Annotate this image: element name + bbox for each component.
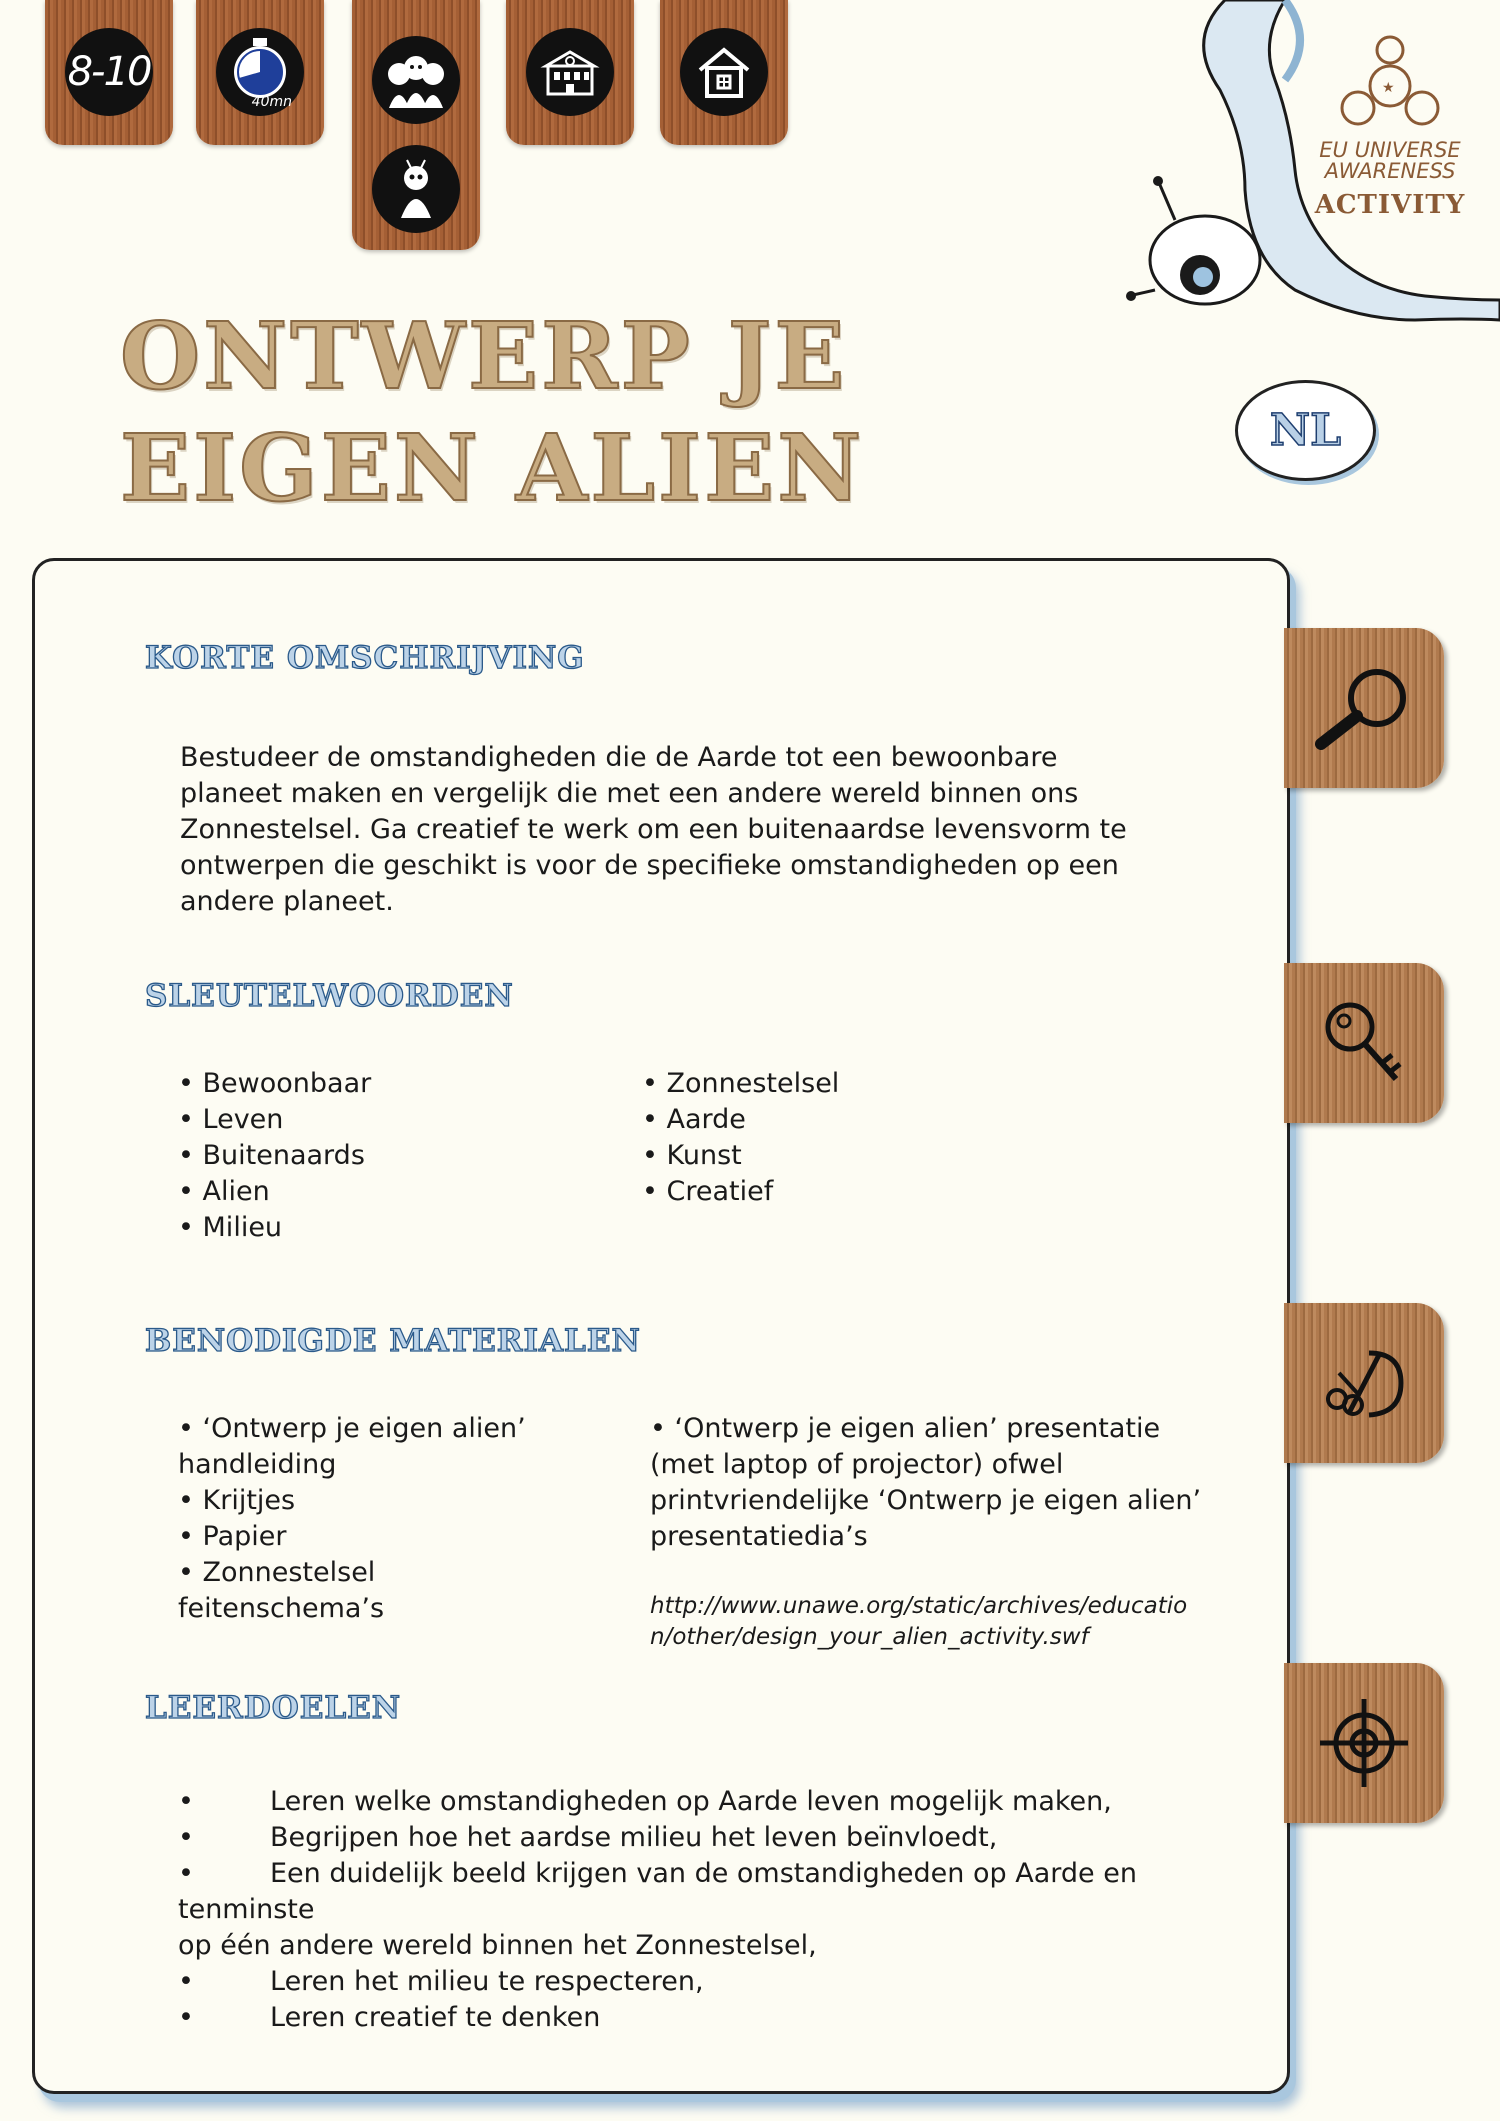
link-line2: n/other/design_your_alien_activity.swf	[650, 1624, 1089, 1650]
goal-item-continuation: op één andere wereld binnen het Zonnestelsel,	[178, 1930, 817, 1961]
language-code: NL	[1269, 405, 1342, 456]
title-line1: ONTWERP JE	[120, 302, 848, 410]
link-line1: http://www.unawe.org/static/archives/educatio	[650, 1593, 1188, 1619]
eu-ua-branding	[1300, 140, 1480, 220]
material-item: • ‘Ontwerp je eigen alien’ presentatie (met laptop of projector) ofwel printvriendelijke ‘Ontwerp je eigen alien’ presentatiedia’s	[650, 1411, 1210, 1555]
keyword-item: • Zonnestelsel	[642, 1066, 1042, 1102]
keyword-item: • Buitenaards	[178, 1138, 578, 1174]
single-badge	[372, 145, 460, 233]
material-item: • Papier	[178, 1519, 578, 1555]
material-item: • Krijtjes	[178, 1483, 578, 1519]
magnifier-icon	[1309, 658, 1419, 758]
side-tab-description[interactable]	[1284, 628, 1444, 788]
keyword-item: • Creatief	[642, 1174, 1042, 1210]
duration-badge	[216, 28, 304, 116]
group-badge	[372, 36, 460, 124]
goal-item: • Begrijpen hoe het aardse milieu het leven beïnvloedt,	[178, 1822, 998, 1853]
goal-item: • Leren welke omstandigheden op Aarde leven mogelijk maken,	[178, 1786, 1112, 1817]
materials-link[interactable]	[650, 1591, 1210, 1653]
goals-heading: LEERDOELEN	[145, 1690, 402, 1726]
school-badge	[526, 28, 614, 116]
side-tab-goals[interactable]	[1284, 1663, 1444, 1823]
eu-ua-line2: AWARENESS	[1324, 159, 1456, 183]
school-icon	[538, 44, 602, 100]
age-range-tab	[45, 0, 173, 145]
keywords-heading: SLEUTELWOORDEN	[145, 978, 514, 1014]
side-tab-materials[interactable]	[1284, 1303, 1444, 1463]
language-badge	[1235, 380, 1376, 481]
home-icon	[694, 44, 754, 100]
single-alien-icon	[391, 158, 441, 220]
school-tab	[506, 0, 634, 145]
group-of-aliens-icon	[381, 50, 451, 110]
eu-ua-logo-icon	[1330, 28, 1450, 133]
keywords-list-1	[178, 1066, 578, 1246]
goal-item: • Leren het milieu te respecteren,	[178, 1966, 704, 1997]
scissors-pencil-icon	[1309, 1333, 1419, 1433]
materials-heading: BENODIGDE MATERIALEN	[145, 1323, 641, 1359]
title-line2: EIGEN ALIEN	[120, 414, 865, 522]
goals-list	[178, 1784, 1238, 2036]
page-title	[120, 300, 864, 524]
key-icon	[1314, 993, 1414, 1093]
eu-ua-activity-label: ACTIVITY	[1314, 190, 1466, 220]
materials-list-1	[178, 1411, 578, 1627]
keyword-item: • Bewoonbaar	[178, 1066, 578, 1102]
keyword-item: • Kunst	[642, 1138, 1042, 1174]
goal-item: • Leren creatief te denken	[178, 2002, 601, 2033]
eu-ua-line1: EU UNIVERSE	[1319, 138, 1461, 162]
duration-tab	[196, 0, 324, 145]
group-tab	[352, 0, 480, 250]
description-text: Bestudeer de omstandigheden die de Aarde tot een bewoonbare planeet maken en vergelijk die met een andere wereld binnen ons Zonnestelsel. Ga creatief te werk om een buitenaardse levensvorm te ontwerpen die geschikt is voor de specifieke omstandigheden op een andere planeet.	[180, 742, 1127, 917]
side-tab-keywords[interactable]	[1284, 963, 1444, 1123]
svg-text:★: ★	[1382, 80, 1395, 96]
description-heading: KORTE OMSCHRIJVING	[145, 640, 585, 676]
keywords-list-2	[642, 1066, 1042, 1210]
keyword-item: • Leven	[178, 1102, 578, 1138]
goal-item: • Een duidelijk beeld krijgen van de omstandigheden op Aarde en tenminste	[178, 1858, 1137, 1925]
keyword-item: • Aarde	[642, 1102, 1042, 1138]
age-range-text: 8-10	[67, 49, 151, 95]
age-range-badge	[65, 28, 153, 116]
material-item: • Zonnestelsel feitenschema’s	[178, 1555, 578, 1627]
home-badge	[680, 28, 768, 116]
home-tab	[660, 0, 788, 145]
materials-list-2	[650, 1411, 1210, 1555]
duration-text: 40mn	[251, 94, 292, 110]
target-icon	[1314, 1693, 1414, 1793]
material-item: • ‘Ontwerp je eigen alien’ handleiding	[178, 1411, 578, 1483]
keyword-item: • Milieu	[178, 1210, 578, 1246]
keyword-item: • Alien	[178, 1174, 578, 1210]
